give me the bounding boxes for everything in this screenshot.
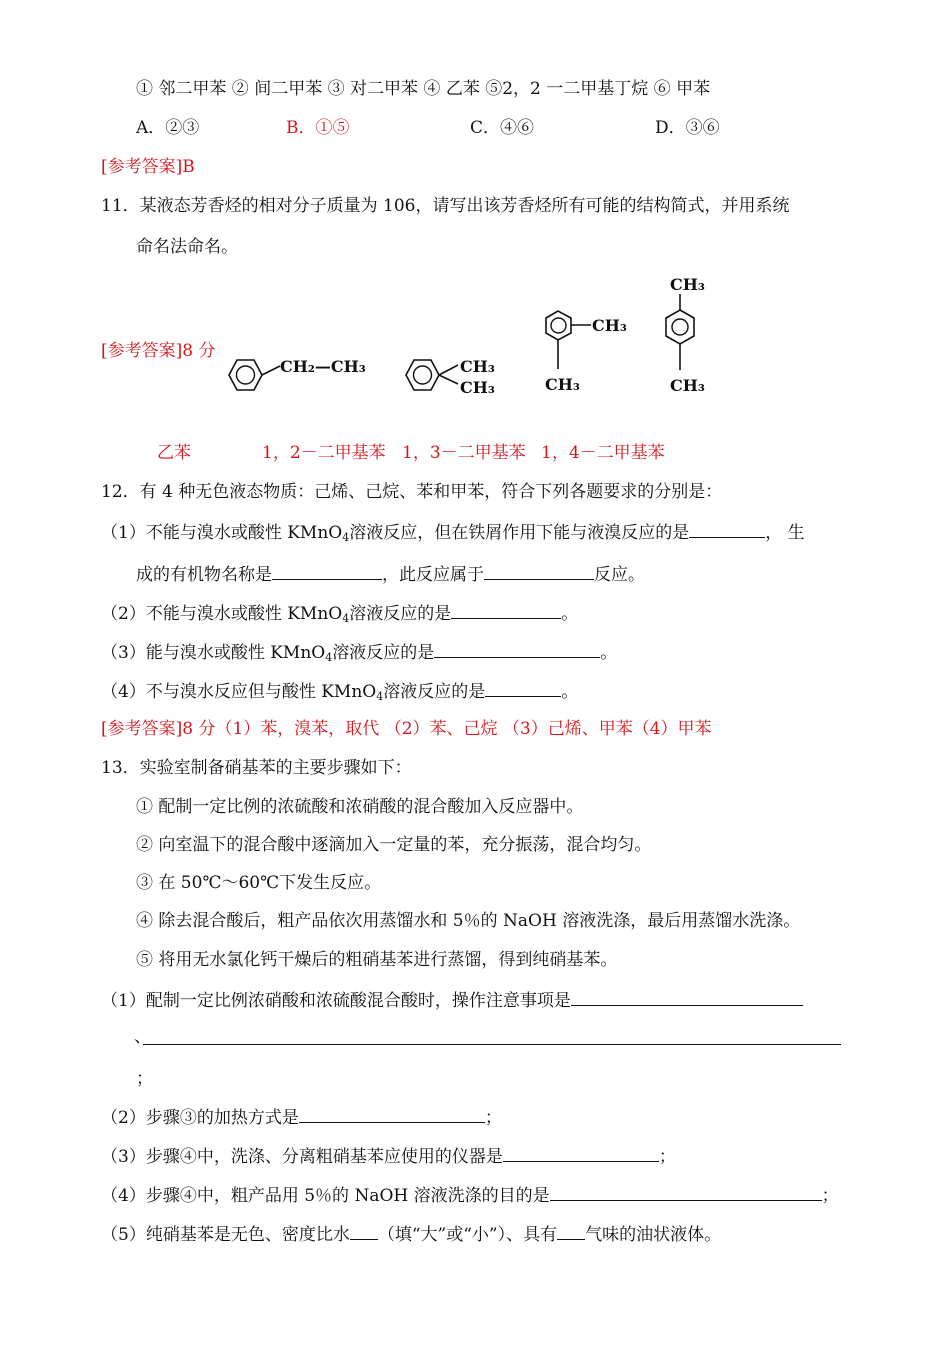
choice-c: C．④⑥ — [470, 118, 535, 138]
q12-blank-2[interactable] — [272, 562, 382, 580]
q10-options: ① 邻二甲苯 ② 间二甲苯 ③ 对二甲苯 ④ 乙苯 ⑤2，2 一二甲基丁烷 ⑥ 甲苯 — [136, 79, 711, 99]
q12-period: 。 — [600, 643, 618, 663]
q12-blank-1[interactable] — [689, 520, 765, 538]
q12-p1-a: （1）不能与溴水或酸性 KMnO — [101, 523, 343, 543]
q12-blank-3[interactable] — [484, 562, 594, 580]
q11-answer-label: [参考答案]8 分 — [101, 341, 216, 361]
q13-blank-5[interactable] — [350, 1222, 378, 1240]
q13-q3-text: （3）步骤④中，洗涤、分离粗硝基苯应使用的仪器是 — [101, 1147, 503, 1167]
kmno4-subscript: 4 — [325, 651, 333, 664]
q10-answer: [参考答案]B — [101, 157, 195, 177]
choice-d: D．③⑥ — [655, 118, 720, 138]
name-ethylbenzene: 乙苯 — [157, 443, 191, 463]
q13-blank-1b[interactable] — [143, 1027, 841, 1045]
q12-stem: 12．有 4 种无色液态物质：己烯、己烷、苯和甲苯，符合下列各题要求的分别是： — [101, 482, 723, 502]
q13-q1-text: （1）配制一定比例浓硝酸和浓硫酸混合酸时，操作注意事项是 — [101, 991, 571, 1011]
q12-answer: [参考答案]8 分（1）苯，溴苯，取代 （2）苯、己烷 （3）己烯、甲苯（4）甲苯 — [101, 719, 712, 739]
q11-text-line2: 命名法命名。 — [136, 237, 238, 257]
meta-bottom-label: CH₃ — [545, 375, 580, 394]
q13-q5-b: （填“大”或“小”）、具有 — [377, 1225, 558, 1245]
kmno4-subscript: 4 — [376, 690, 384, 703]
q13-sub4 — [101, 1183, 839, 1207]
q13-step-4: ④ 除去混合酸后，粗产品依次用蒸馏水和 5％的 NaOH 溶液洗涤，最后用蒸馏水洗涤。 — [136, 911, 801, 931]
q13-q4-end: ； — [821, 1186, 839, 1206]
q13-sub2 — [101, 1105, 502, 1129]
choice-a: A．②③ — [136, 118, 200, 138]
q13-stem: 13．实验室制备硝基苯的主要步骤如下： — [101, 758, 412, 778]
ethylbenzene-structure — [218, 352, 388, 402]
q13-blank-3[interactable] — [503, 1144, 659, 1162]
para-bottom-label: CH₃ — [670, 376, 705, 395]
q12-p1-b: 溶液反应，但在铁屑作用下能与液溴反应的是 — [349, 523, 690, 543]
q12-blank-4[interactable] — [451, 601, 561, 619]
q12-p1-line2-a: 成的有机物名称是 — [136, 565, 272, 585]
choice-b: B．①⑤ — [286, 118, 350, 138]
q12-p3-a: （3）能与溴水或酸性 KMnO — [101, 643, 326, 663]
meta-xylene-structure — [525, 305, 635, 400]
q13-step-1: ① 配制一定比例的浓硫酸和浓硝酸的混合酸加入反应器中。 — [136, 797, 584, 817]
q13-q2-end: ； — [484, 1108, 502, 1128]
ortho-xylene-structure — [400, 352, 510, 402]
q13-step-2: ② 向室温下的混合酸中逐滴加入一定量的苯，充分振荡，混合均匀。 — [136, 835, 652, 855]
kmno4-subscript: 4 — [342, 531, 350, 544]
q13-step-3: ③ 在 50℃～60℃下发生反应。 — [136, 873, 382, 893]
q12-p1-c: ， 生 — [765, 523, 805, 543]
q13-q5-a: （5）纯硝基苯是无色、密度比水 — [101, 1225, 350, 1245]
ortho-bottom-label: CH₃ — [460, 378, 495, 397]
q12-period: 。 — [561, 604, 579, 624]
q12-part1-line1 — [101, 520, 805, 544]
para-xylene-structure — [650, 270, 730, 400]
q13-q3-end: ； — [658, 1147, 676, 1167]
ethyl-chain-label: CH₂—CH₃ — [280, 357, 366, 376]
q13-sub1 — [101, 988, 803, 1012]
q12-part2 — [101, 601, 578, 625]
q13-q2-text: （2）步骤③的加热方式是 — [101, 1108, 299, 1128]
para-top-label: CH₃ — [670, 275, 705, 294]
q12-p3-b: 溶液反应的是 — [332, 643, 435, 663]
q13-q4-text: （4）步骤④中，粗产品用 5％的 NaOH 溶液洗涤的目的是 — [101, 1186, 550, 1206]
q12-part1-line2 — [136, 562, 645, 586]
q12-p1-line2-c: 反应。 — [594, 565, 645, 585]
name-12-dimethylbenzene: 1，2－二甲基苯 — [262, 443, 386, 463]
kmno4-subscript: 4 — [342, 612, 350, 625]
q12-p2-a: （2）不能与溴水或酸性 KMnO — [101, 604, 343, 624]
ortho-top-label: CH₃ — [460, 357, 495, 376]
q13-blank-2[interactable] — [299, 1105, 485, 1123]
q12-blank-5[interactable] — [434, 640, 600, 658]
q12-part3 — [101, 640, 617, 664]
q12-p1-line2-b: ，此反应属于 — [382, 565, 484, 585]
q13-sub1-end: ； — [136, 1069, 153, 1089]
name-14-dimethylbenzene: 1，4－二甲基苯 — [541, 443, 665, 463]
q13-blank-4[interactable] — [550, 1183, 822, 1201]
q13-q5-c: 气味的油状液体。 — [585, 1225, 722, 1245]
q12-p4-b: 溶液反应的是 — [383, 682, 486, 702]
q12-period: 。 — [561, 682, 579, 702]
q13-sub3 — [101, 1144, 676, 1168]
q12-blank-6[interactable] — [485, 679, 561, 697]
q13-step-5: ⑤ 将用无水氯化钙干燥后的粗硝基苯进行蒸馏，得到纯硝基苯。 — [136, 950, 618, 970]
q12-p4-a: （4）不与溴水反应但与酸性 KMnO — [101, 682, 377, 702]
q13-sub5 — [101, 1222, 721, 1246]
q12-part4 — [101, 679, 578, 703]
q11-text-line1: 11．某液态芳香烃的相对分子质量为 106，请写出该芳香烃所有可能的结构简式，并用系统 — [101, 196, 790, 216]
meta-right-label: CH₃ — [592, 316, 627, 335]
q13-blank-6[interactable] — [557, 1222, 585, 1240]
q13-blank-1[interactable] — [571, 988, 803, 1006]
name-13-dimethylbenzene: 1，3－二甲基苯 — [402, 443, 526, 463]
q13-sub1-mark: 、 — [134, 1027, 151, 1047]
q12-p2-b: 溶液反应的是 — [349, 604, 452, 624]
